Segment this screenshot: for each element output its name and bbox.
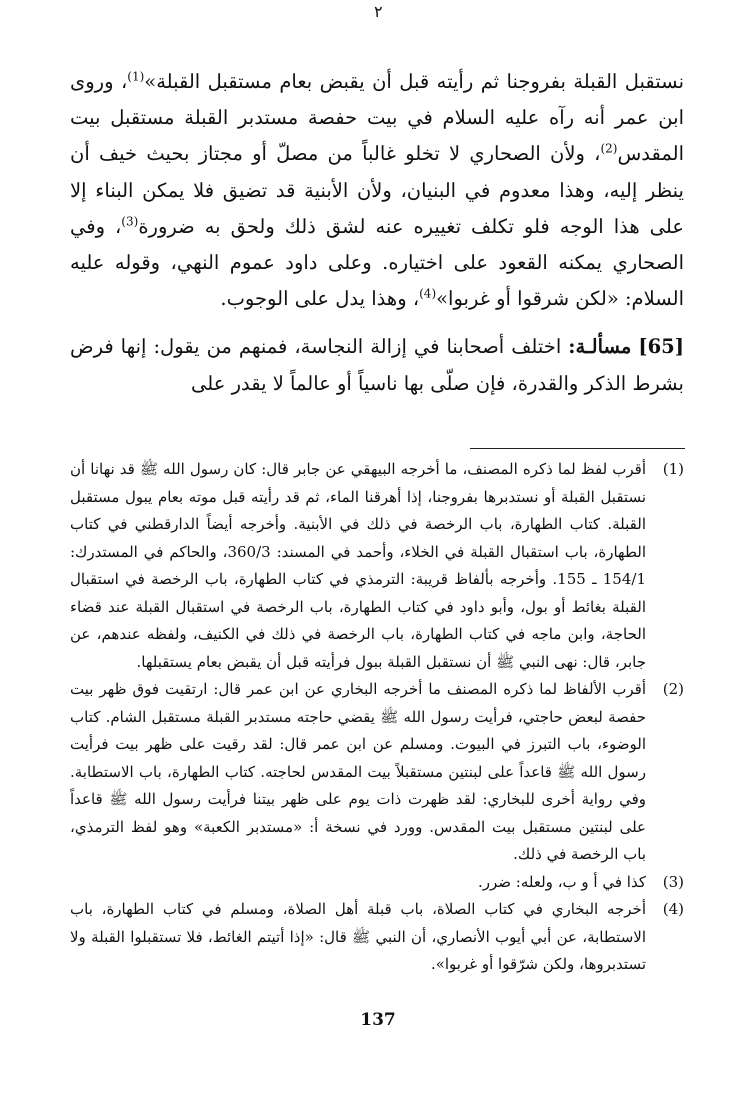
- issue-text: اختلف أصحابنا في إزالة النجاسة، فمنهم من يقول: إنها فرض بشرط الذكر والقدرة، فإن صلّى بها ناسياً أو عالماً لا يقدر على: [70, 335, 684, 395]
- header-mark: ٢: [374, 2, 383, 21]
- footnote-text: أخرجه البخاري في كتاب الصلاة، باب قبلة أهل الصلاة، ومسلم في كتاب الطهارة، باب الاستطابة، عن أبي أيوب الأنصاري، أن النبي ﷺ قال: «إذا أتيتم الغائط، فلا تستقبلوا القبلة ولا تستدبروها، ولكن شرّقوا أو غربوا».: [70, 900, 646, 973]
- footnote-number: (1): [662, 460, 684, 478]
- paragraph-1: [70, 64, 684, 317]
- footnote-number: (3): [662, 872, 684, 891]
- paragraph-2: [70, 329, 684, 401]
- main-text: [70, 64, 684, 402]
- footnote-ref-4[interactable]: (4): [419, 286, 437, 301]
- footnote-2: [70, 676, 684, 869]
- para1-segment-1: نستقبل القبلة بفروجنا ثم رأيته قبل أن يقبض بعام مستقبل القبلة»: [144, 70, 684, 93]
- footnote-ref-1[interactable]: (1): [127, 69, 145, 84]
- issue-label: مسألـة:: [568, 335, 632, 359]
- footnote-number: (4): [662, 900, 684, 918]
- footnote-text: أقرب الألفاظ لما ذكره المصنف ما أخرجه البخاري عن ابن عمر قال: ارتقيت فوق ظهر بيت حفصة لبعض حاجتي، فرأيت رسول الله ﷺ يقضي حاجته مستدبر القبلة مستقبل الشام. كتاب الوضوء، باب التبرز في البيوت. ومسلم عن ابن عمر قال: لقد رقيت على ظهر بيت فرأيت رسول الله ﷺ قاعداً على لبنتين مستقبلاً بيت المقدس لحاجته. كتاب الطهارة، باب الاستطابة. وفي رواية أخرى للبخاري: لقد ظهرت ذات يوم على ظهر بيتنا فرأيت رسول الله ﷺ قاعداً على لبنتين مستقبل بيت المقدس. وورد في نسخة أ: «مستدبر الكعبة» وهو لفظ الترمذي، باب الرخصة في ذلك.: [70, 680, 646, 863]
- issue-number: [65]: [638, 335, 684, 359]
- footnote-ref-2[interactable]: (2): [600, 141, 618, 156]
- footnote-4: [70, 896, 684, 979]
- para1-segment-4: ، وفي الصحاري يمكنه القعود على اختياره. وعلى داود عموم النهي، وقوله عليه السلام: «لكن شرقوا أو غربوا»: [70, 214, 684, 311]
- footnote-text: كذا في أ و ب، ولعله: ضرر.: [478, 872, 646, 891]
- footnote-3: [70, 869, 684, 897]
- footnote-text: أقرب لفظ لما ذكره المصنف، ما أخرجه البيهقي عن جابر قال: كان رسول الله ﷺ قد نهانا أن نستقبل القبلة أو نستدبرها بفروجنا، إذا أهرقنا الماء، ثم قد رأيته قبل موته بعام يبول مستقبل القبلة. كتاب الطهارة، باب الرخصة في ذلك في الأبنية. وأخرجه أيضاً الدارقطني في كتاب الطهارة، باب استقبال القبلة في الخلاء، وأحمد في المسند: 360/3، والحاكم في المستدرك: 154/1 ـ 155. وأخرجه بألفاظ قريبة: الترمذي في كتاب الطهارة، باب الرخصة في استقبال القبلة بغائط أو بول، وأبو داود في كتاب الطهارة، باب الرخصة في استقبال القبلة عند قضاء الحاجة، وابن ماجه في كتاب الطهارة، باب الرخصة في ذلك في الكنيف، ولفظه عندهم، عن جابر، قال: نهى النبي ﷺ أن نستقبل القبلة ببول فرأيته قبل أن يقبض بعام يستقبلها.: [70, 460, 646, 671]
- footnote-divider: [470, 448, 685, 449]
- footnote-1: [70, 456, 684, 676]
- para1-segment-2: ، وروى ابن عمر أنه رآه عليه السلام في بيت حفصة مستدبر القبلة مستقبل بيت المقدس: [70, 70, 684, 166]
- footnote-number: (2): [662, 680, 684, 698]
- footnotes: [70, 456, 684, 979]
- page-number: 137: [360, 1010, 396, 1030]
- para1-segment-3: ، ولأن الصحاري لا تخلو غالباً من مصلّ أو مجتاز بحيث خيف أن ينظر إليه، وهذا معدوم في البنيان، ولأن الأبنية قد تضيق فلا يمكن البناء إلا على هذا الوجه فلو تكلف تغييره عنه لشق ذلك ولحق به ضرورة: [70, 142, 684, 238]
- para1-segment-5: ، وهذا يدل على الوجوب.: [220, 287, 420, 311]
- footnote-ref-3[interactable]: (3): [121, 214, 139, 229]
